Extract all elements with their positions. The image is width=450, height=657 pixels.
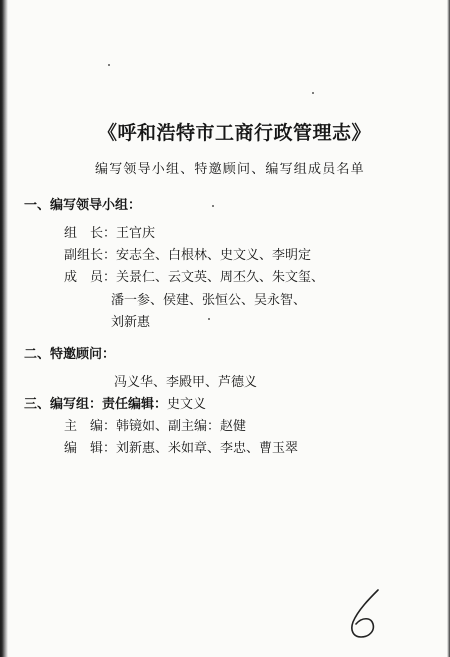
chief-editor-name: 韩镜如、 <box>116 419 169 434</box>
editors-names: 刘新惠、米如章、李忠、曹玉翠 <box>116 441 299 456</box>
member-names-line-1: 关景仁、云文英、周丕久、朱文玺、 <box>116 270 325 285</box>
vice-leader-label: 副组长： <box>64 248 117 263</box>
section-3-heading: 三、编写组： <box>24 397 103 412</box>
member-row <box>64 266 324 285</box>
section-1-heading: 一、编写领导小组： <box>24 198 142 213</box>
vice-leader-names: 安志全、白根林、史文义、李明定 <box>116 248 312 263</box>
leader-names: 王官庆 <box>116 226 156 241</box>
member-names-line-2: 潘一参、侯建、张恒公、吴永智、 <box>111 293 307 308</box>
editors-label: 编 辑： <box>64 441 117 456</box>
vice-leader-row <box>64 244 311 263</box>
scan-speck <box>208 318 210 320</box>
document-subtitle: 编写领导小组、特邀顾问、编写组成员名单 <box>95 162 365 177</box>
scan-speck <box>312 92 314 94</box>
deputy-editor-label: 副主编： <box>168 419 221 434</box>
editors-row <box>64 437 298 456</box>
leader-row <box>64 222 155 241</box>
chief-editor-label: 主 编： <box>64 419 117 434</box>
section-3-row <box>24 393 206 412</box>
member-names-line-3: 刘新惠 <box>111 315 151 330</box>
member-label: 成 员： <box>64 270 117 285</box>
editor-in-charge-name: 史文义 <box>167 397 207 412</box>
document-title: 《呼和浩特市工商行政管理志》 <box>98 122 372 144</box>
section-2-heading: 二、特邀顾问： <box>24 347 116 362</box>
scan-edge-shadow <box>0 0 8 657</box>
advisor-names: 冯义华、李殿甲、芦德义 <box>114 375 258 390</box>
deputy-editor-name: 赵健 <box>220 419 247 434</box>
leader-label: 组 长： <box>64 226 117 241</box>
chief-editor-row <box>64 415 246 434</box>
editor-in-charge-label: 责任编辑： <box>102 397 168 412</box>
handwritten-page-number <box>344 586 394 640</box>
scan-speck <box>212 205 214 207</box>
scan-speck <box>108 64 110 66</box>
